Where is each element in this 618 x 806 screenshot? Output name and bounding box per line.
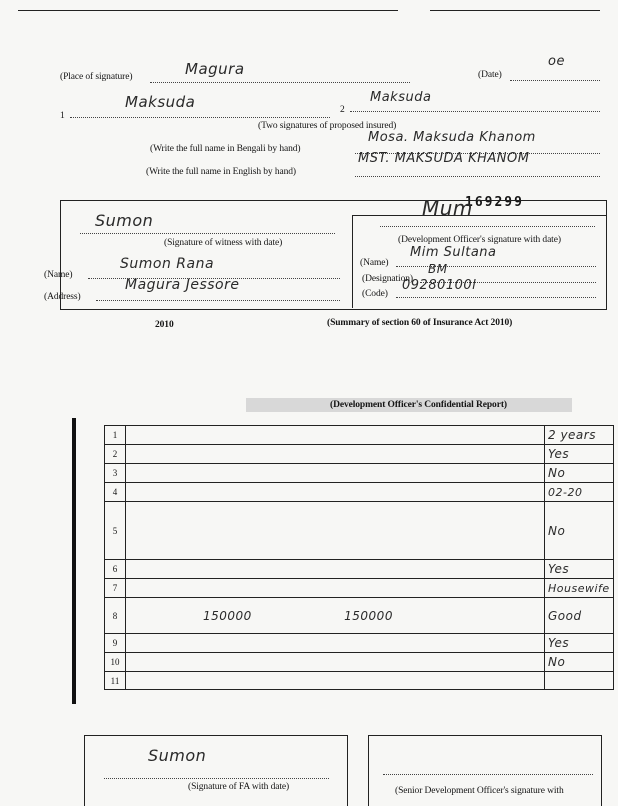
sig-1-num: 1	[60, 111, 65, 121]
table-row	[105, 483, 614, 502]
question-text	[126, 634, 545, 653]
question-text	[126, 445, 545, 464]
witness-address-label: (Address)	[44, 292, 81, 302]
bengali-name-label: (Write the full name in Bengali by hand)	[150, 144, 301, 154]
question-text	[126, 579, 545, 598]
place-value: Magura	[185, 60, 245, 78]
answer-cell	[545, 579, 614, 598]
signatures-label: (Two signatures of proposed insured)	[258, 121, 397, 131]
english-name-line	[355, 176, 600, 177]
sdo-sig-line	[383, 774, 593, 775]
answer-value: No	[548, 466, 566, 480]
answer-value: 02-20	[548, 486, 583, 499]
table-row	[105, 579, 614, 598]
answer-cell	[545, 634, 614, 653]
table-row	[105, 445, 614, 464]
sig-1-value: Maksuda	[125, 93, 196, 111]
do-name-value: Mim Sultana	[410, 245, 497, 260]
table-row	[105, 598, 614, 634]
date-label: (Date)	[478, 70, 502, 80]
answer-cell	[545, 598, 614, 634]
do-sig-value: Mum	[422, 196, 473, 220]
witness-sig-line	[80, 233, 335, 234]
table-row	[105, 560, 614, 579]
sig-1-line	[70, 117, 330, 118]
fa-signature-box	[84, 735, 348, 806]
scan-edge-mark	[72, 418, 76, 704]
row-num: 3	[105, 464, 126, 483]
answer-value: No	[548, 523, 566, 538]
answer-cell	[545, 426, 614, 445]
income-value-1: 150000	[203, 608, 252, 623]
do-sig-line	[380, 226, 595, 227]
act-heading: (Summary of section 60 of Insurance Act 2010)	[327, 318, 513, 328]
english-name-value: MST. MAKSUDA KHANOM	[358, 151, 530, 166]
english-name-label: (Write the full name in English by hand)	[146, 167, 296, 177]
answer-cell	[545, 483, 614, 502]
sig-2-num: 2	[340, 105, 345, 115]
row-num: 2	[105, 445, 126, 464]
row-num: 7	[105, 579, 126, 598]
question-text	[126, 598, 545, 634]
answer-cell	[545, 445, 614, 464]
witness-name-label: (Name)	[44, 270, 73, 280]
question-text	[126, 502, 545, 560]
do-name-line	[396, 266, 596, 267]
witness-sig-label: (Signature of witness with date)	[164, 238, 283, 248]
answer-value: Yes	[548, 562, 570, 576]
fa-sig-value: Sumon	[148, 746, 207, 765]
sig-2-value: Maksuda	[370, 90, 432, 105]
fa-sig-label: (Signature of FA with date)	[188, 782, 290, 792]
bengali-name-value: Mosa. Maksuda Khanom	[368, 130, 536, 145]
table-row	[105, 464, 614, 483]
date-mark: oe	[548, 54, 565, 69]
act-heading-number: 2010	[155, 320, 174, 330]
sig-2-line	[350, 111, 600, 112]
place-label: (Place of signature)	[60, 72, 133, 82]
top-border-right	[430, 10, 600, 11]
do-sig-label: (Development Officer's signature with date)	[398, 235, 561, 245]
row-num: 1	[105, 426, 126, 445]
witness-sig-value: Sumon	[95, 211, 154, 230]
row-num: 6	[105, 560, 126, 579]
answer-value: Housewife	[548, 582, 610, 595]
question-text	[126, 560, 545, 579]
row-num: 4	[105, 483, 126, 502]
report-table	[104, 425, 614, 690]
fa-sig-line	[104, 778, 329, 779]
witness-name-value: Sumon Rana	[120, 256, 215, 272]
top-border	[18, 10, 398, 11]
answer-value: 2 years	[548, 428, 596, 442]
row-num: 9	[105, 634, 126, 653]
answer-cell	[545, 502, 614, 560]
date-line	[510, 80, 600, 81]
code-value: 09280100l	[402, 278, 477, 293]
table-row	[105, 634, 614, 653]
question-text	[126, 464, 545, 483]
code-label: (Code)	[362, 289, 388, 299]
row-num: 10	[105, 653, 126, 672]
row-num: 5	[105, 502, 126, 560]
question-text	[126, 426, 545, 445]
question-text	[126, 483, 545, 502]
do-name-label: (Name)	[360, 258, 389, 268]
answer-value: Yes	[548, 447, 570, 461]
report-title: (Development Officer's Confidential Report)	[330, 400, 507, 410]
sdo-sig-label: (Senior Development Officer's signature with	[395, 786, 564, 796]
table-row	[105, 502, 614, 560]
answer-value: Yes	[548, 636, 570, 650]
answer-cell	[545, 560, 614, 579]
table-row	[105, 426, 614, 445]
answer-value: Good	[548, 608, 582, 623]
answer-value: No	[548, 655, 566, 669]
code-line	[396, 297, 596, 298]
form-number: 169299	[465, 195, 524, 210]
question-text	[126, 672, 545, 690]
answer-cell	[545, 653, 614, 672]
answer-cell	[545, 672, 614, 690]
answer-cell	[545, 464, 614, 483]
income-value-2: 150000	[344, 608, 393, 623]
witness-box-top-right	[352, 215, 607, 216]
witness-address-line	[96, 300, 340, 301]
witness-address-value: Magura Jessore	[125, 277, 240, 293]
designation-value: BM	[428, 262, 448, 276]
table-row	[105, 653, 614, 672]
row-num: 8	[105, 598, 126, 634]
row-num: 11	[105, 672, 126, 690]
table-row	[105, 672, 614, 690]
witness-box-divider	[352, 215, 353, 308]
place-line	[150, 82, 410, 83]
designation-label: (Designation)	[362, 274, 413, 284]
question-text	[126, 653, 545, 672]
